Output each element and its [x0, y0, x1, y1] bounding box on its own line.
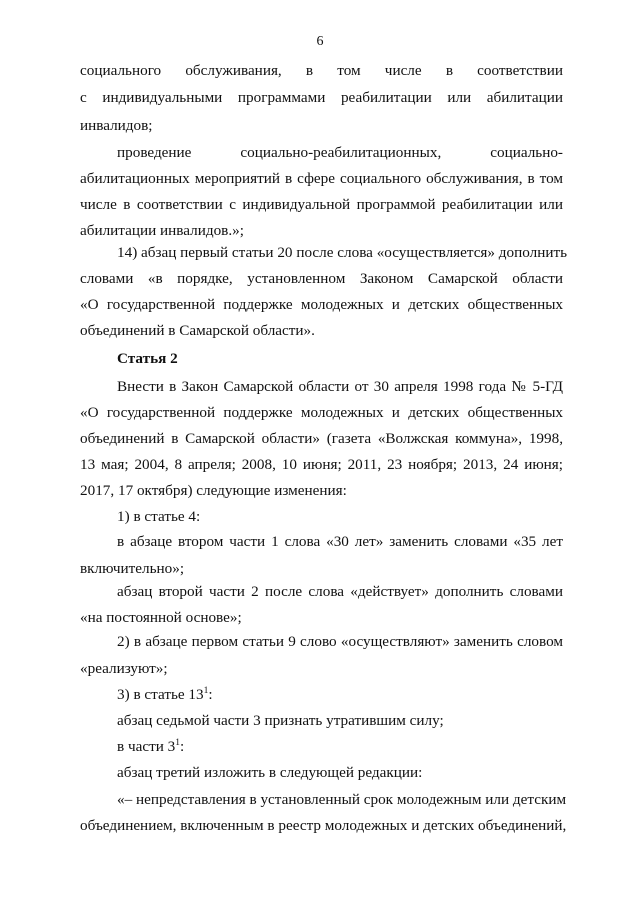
text-line: в абзаце втором части 1 слова «30 лет» заменить словами «35 лет — [117, 533, 563, 550]
article-title: Статья 2 — [117, 350, 178, 367]
text-line: «О государственной поддержке молодежных и детских общественных — [80, 296, 563, 313]
list-item-text: 3) в статье 13 — [117, 686, 204, 703]
text-line — [117, 738, 184, 756]
text-line: 2017, 17 октября) следующие изменения: — [80, 482, 347, 499]
text-line: числе в соответствии с индивидуальной программой реабилитации или — [80, 196, 563, 213]
superscript: 1 — [175, 738, 180, 748]
text-line: словами «в порядке, установленном Законом Самарской области — [80, 270, 563, 287]
text-line: объединений в Самарской области» (газета «Волжская коммуна», 1998, — [80, 430, 563, 447]
text-line: 13 мая; 2004, 8 апреля; 2008, 10 июня; 2011, 23 ноября; 2013, 24 июня; — [80, 456, 563, 473]
list-item: 1) в статье 4: — [117, 508, 201, 525]
list-item — [117, 686, 213, 704]
text-line-colon: : — [180, 738, 185, 755]
text-line: включительно»; — [80, 560, 185, 577]
text-line: абилитационных мероприятий в сфере социального обслуживания, в том — [80, 170, 563, 187]
superscript: 1 — [203, 686, 209, 696]
text-line: социального обслуживания, в том числе в соответствии — [80, 62, 563, 79]
text-line: «на постоянной основе»; — [80, 609, 242, 626]
text-line: абзац седьмой части 3 признать утратившим силу; — [117, 712, 444, 729]
text-line: объединением, включенным в реестр молодежных и детских объединений, — [80, 817, 567, 834]
text-line: абзац третий изложить в следующей редакции: — [117, 764, 423, 781]
page-number: 6 — [316, 34, 324, 49]
text-line: «реализуют»; — [80, 660, 168, 677]
text-line: объединений в Самарской области». — [80, 322, 315, 339]
text-line: с индивидуальными программами реабилитации или абилитации — [80, 89, 563, 106]
text-line: «– непредставления в установленный срок молодежным или детским — [117, 791, 567, 808]
text-line: 14) абзац первый статьи 20 после слова «осуществляется» дополнить — [117, 244, 568, 261]
text-line: «О государственной поддержке молодежных и детских общественных — [80, 404, 563, 421]
list-item: 2) в абзаце первом статьи 9 слово «осуществляют» заменить словом — [117, 633, 563, 650]
text-line: Внести в Закон Самарской области от 30 апреля 1998 года № 5-ГД — [117, 378, 563, 395]
text-line-part: в части 3 — [117, 738, 176, 755]
text-line: абзац второй части 2 после слова «действует» дополнить словами — [117, 583, 563, 600]
text-line: абилитации инвалидов.»; — [80, 222, 244, 239]
list-item-colon: : — [208, 686, 213, 703]
text-line: инвалидов; — [80, 117, 153, 134]
text-line: проведение социально-реабилитационных, социально- — [117, 144, 563, 161]
